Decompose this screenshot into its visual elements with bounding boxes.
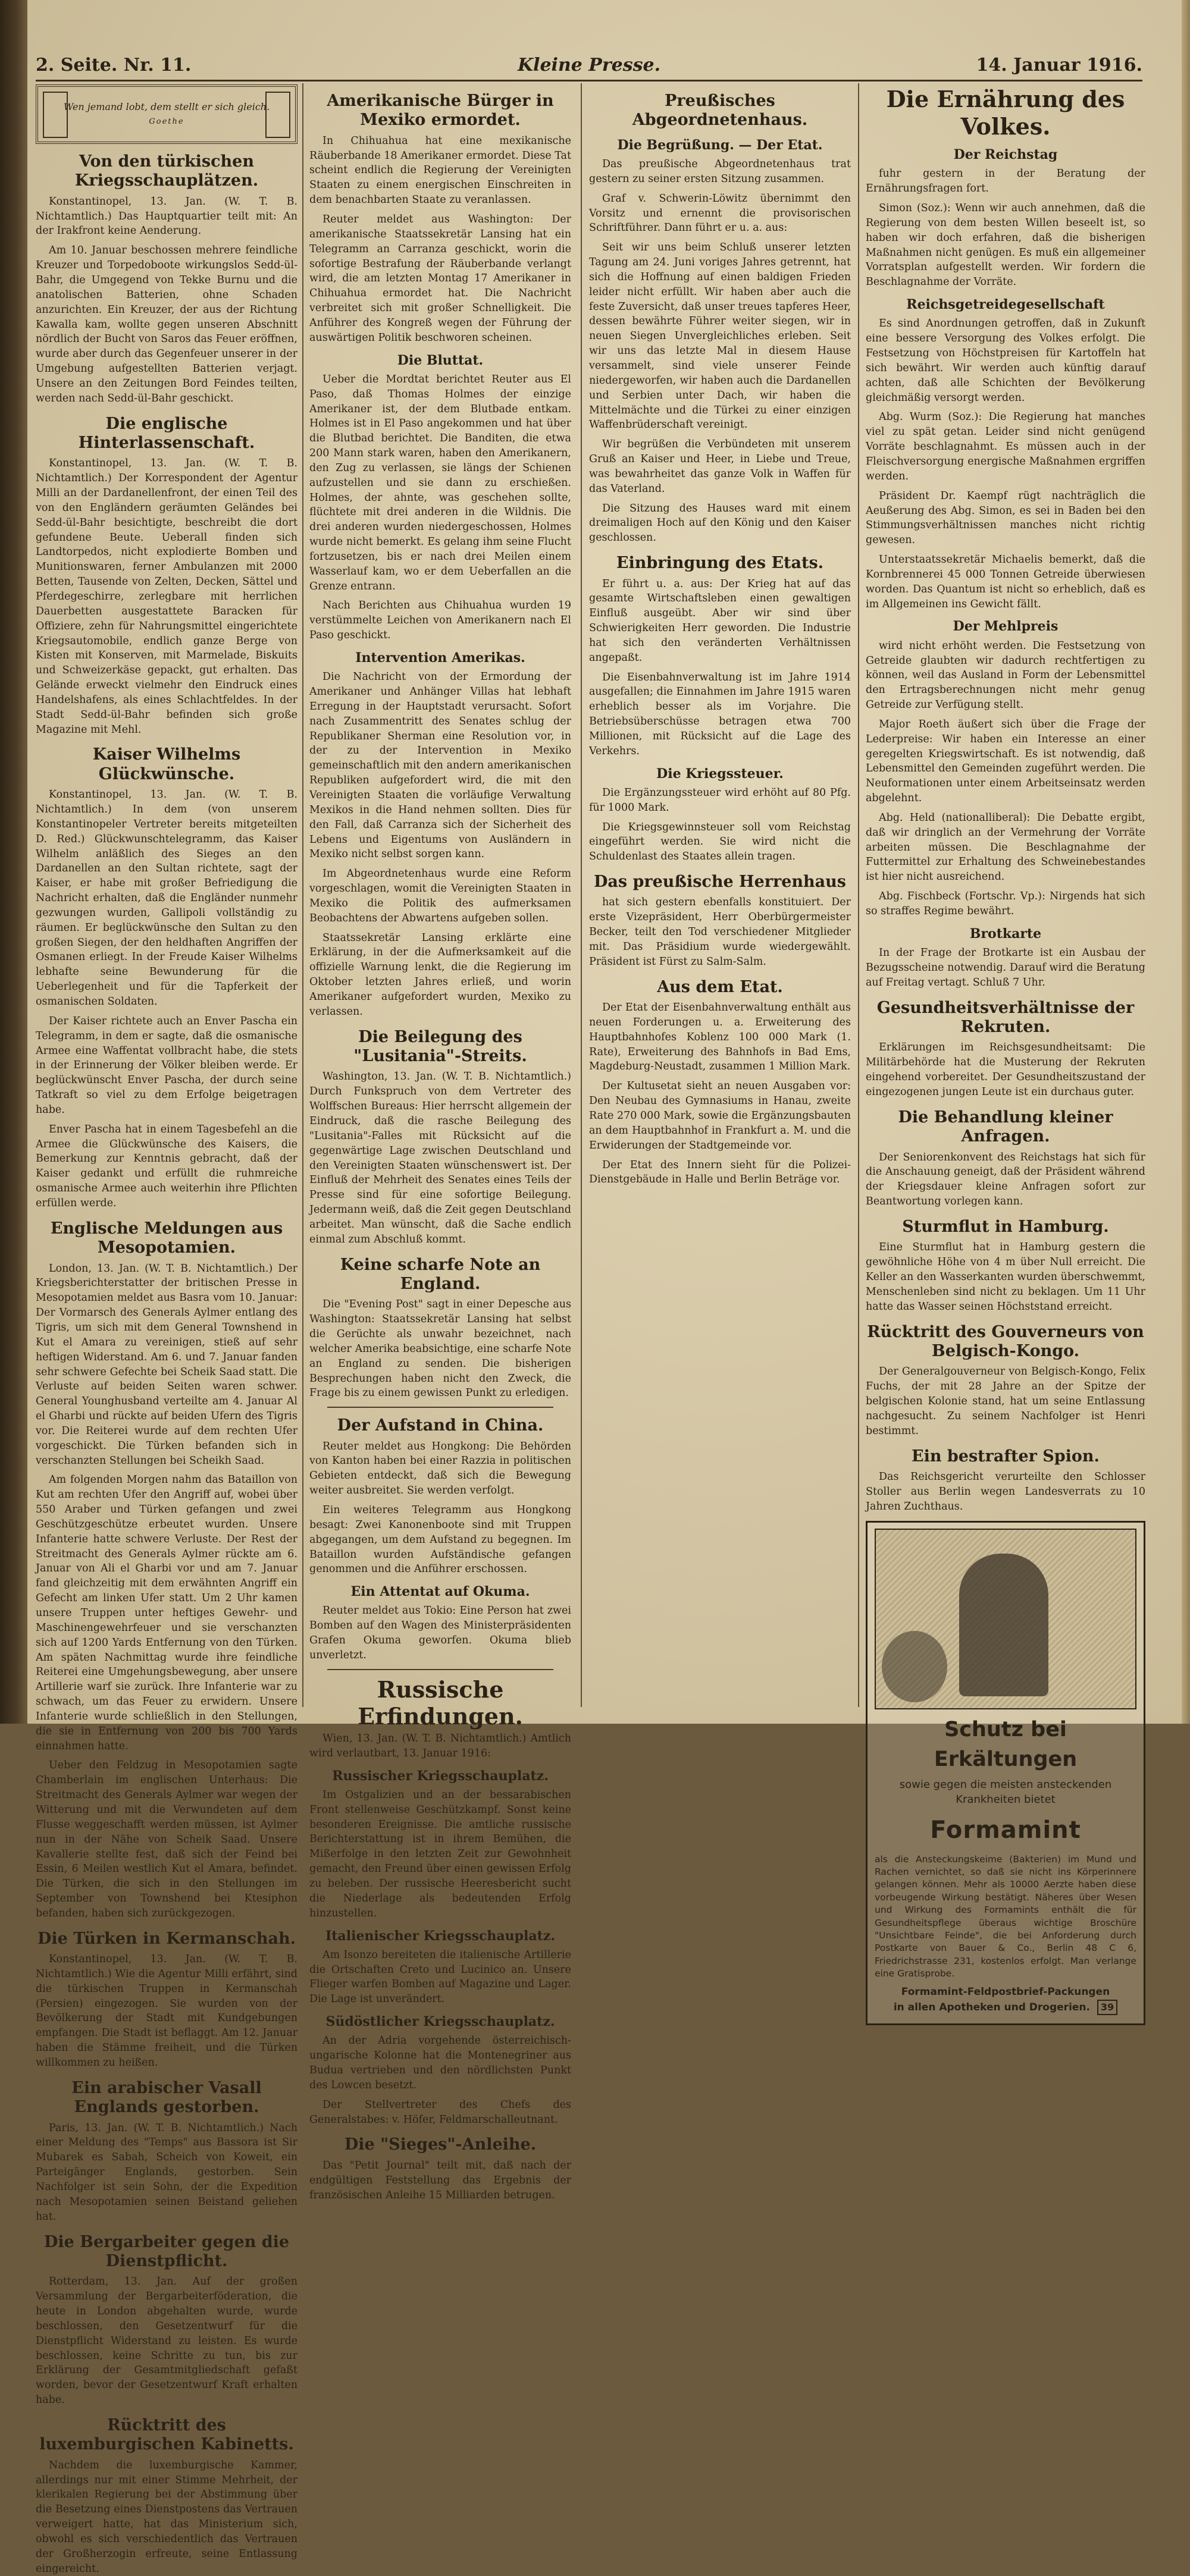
paragraph: Am folgenden Morgen nahm das Bataillon von Kut am rechten Ufer den Angriff auf, wobei über 550 Araber und Türken gefangen und zwei Geschützgeschütze erbeutet wurden. Unsere Infanterie hatte schwere Verluste. Der Rest der Streitmacht des Generals Aylmer rückte am 6. Januar von Ali el Gharbi vor und am 7. Januar fand gleichzeitig mit dem erwähnten Angriff ein Gefecht am linken Ufer statt. Um 2 Uhr kamen unsere Truppen unter heftiges Gewehr- und Maschinengewehrfeuer und sie verschanzten sich auf 1200 Yards Entfernung von den Türken. Am späten Nachmittag wurde ihre feindliche Reiterei eine Umgehungsbewegung, aber unsere Artillerie warf sie zurück. Ihre Infanterie war zu schwach, um das Feuer zu erwidern. Unsere Infanterie wurde schließlich in den Stellungen, die sie in Entfernung von 200 bis 700 Yards einnahmen hatte. bbox=[36, 1474, 298, 1752]
formamint-advertisement bbox=[866, 1521, 1145, 2025]
subheadline: Reichsgetreidegesellschaft bbox=[906, 297, 1105, 313]
subheadline: Italienischer Kriegsschauplatz. bbox=[325, 1928, 555, 1944]
paragraph: Eine Sturmflut hat in Hamburg gestern die gewöhnliche Höhe von 4 m über Null erreicht. Die Keller an den Wasserkanten wurden überschwemmt, Menschenleben sind nicht zu beklagen. Um 11 Uhr hatte das Wasser seinen Höchststand erreicht. bbox=[866, 1241, 1145, 1313]
ad-text: als die Ansteckungskeime (Bakterien) im Mund und Rachen vernichtet, so daß sie nicht ins Körperinnere gelangen können. Mehr als 10000 Aerzte haben diese vorbeugende Wirkung bestätigt. Näheres über Wesen und Wirkung des Formamints enthält die für Gesundheitspflege überaus wichtige Broschüre "Unsichtbare Feinde", die bei Anforderung durch Postkarte von Bauer & Co., Berlin 48 C 6, Friedrichstrasse 231, kostenlos erfolgt. Man verlange eine Gratisprobe. bbox=[875, 1853, 1136, 1979]
paragraph: Ein weiteres Telegramm aus Hongkong besagt: Zwei Kanonenboote sind mit Truppen abgegangen, um dem Aufstand zu begegnen. Im Bataillon wurden Aufständische gefangen genommen und die Anführer erschossen. bbox=[309, 1504, 571, 1576]
ad-footer-line-2: in allen Apotheken und Drogerien. bbox=[893, 2001, 1090, 2013]
paragraph: Die Ergänzungssteuer wird erhöht auf 80 Pfg. für 1000 Mark. bbox=[589, 786, 851, 814]
motto bbox=[64, 101, 270, 127]
column-rule bbox=[581, 83, 582, 1707]
headline: Die Behandlung kleiner Anfragen. bbox=[898, 1107, 1113, 1146]
headline: Ein bestrafter Spion. bbox=[912, 1447, 1100, 1466]
page-edge bbox=[1182, 0, 1190, 1724]
column-2 bbox=[309, 83, 571, 2201]
paragraph: Der Stellvertreter des Chefs des Generalstabes: v. Höfer, Feldmarschalleutnant. bbox=[309, 2098, 571, 2126]
ad-subtitle: sowie gegen die meisten ansteckenden Krankheiten bietet bbox=[899, 1778, 1112, 1806]
motto-text: Wen jemand lobt, dem stellt er sich gleich. bbox=[63, 101, 270, 113]
header-rule bbox=[36, 80, 1142, 81]
headline: Russische Erfindungen. bbox=[358, 1676, 523, 1730]
column-rule bbox=[302, 83, 303, 1707]
paragraph: Das "Petit Journal" teilt mit, daß nach der endgültigen Feststellung das Ergebnis der französischen Anleihe 15 Milliarden betrugen. bbox=[309, 2159, 571, 2201]
headline: Die Bergarbeiter gegen die Dienstpflicht. bbox=[43, 2232, 290, 2270]
headline: Die englische Hinterlassenschaft. bbox=[78, 414, 255, 452]
ornament-right bbox=[265, 92, 290, 138]
subheadline: Die Kriegssteuer. bbox=[656, 765, 784, 782]
paragraph: Konstantinopel, 13. Jan. (W. T. B. Nichtamtlich.) Der Korrespondent der Agentur Milli an der Dardanellenfront, der einen Teil des von den Engländern geräumten Geländes bei Sedd-ül-Bahr besichtigte, beschreibt die dort gefundene Beute. Ueberall finden sich Landtorpedos, nicht explodierte Bomben und Munitionswaren, ferner Ambulanzen mit 2000 Betten, Tausende von Zelten, Decken, Sättel und Pferdegeschirre, zerlegbare mit herrlichen Dauerbetten ausgestattete Baracken für Offiziere, zehn für Nahrungsmittel eingerichtete Kriegsautomobile, endlich ganze Berge von Kisten mit Konserven, mit Marmelade, Biskuits und Schweizerkäse gepackt, gut erhalten. Das Gelände erweckt vielmehr den Eindruck eines Handelshafens, als eines Schlachtfeldes. In der Stadt Sedd-ül-Bahr befinden sich große Magazine mit Mehl. bbox=[36, 457, 298, 736]
paragraph: London, 13. Jan. (W. T. B. Nichtamtlich.) Der Kriegsberichterstatter der britischen Presse in Mesopotamien meldet aus Basra vom 10. Januar: Der Vormarsch des Generals Aylmer entlang des Tigris, um sich mit dem General Townshend in Kut el Amara zu vereinigen, stieß auf sehr heftigen Widerstand. Am 6. und 7. Januar fanden sehr schwere Gefechte bei Scheik Saad statt. Die Verluste auf beiden Seiten waren schwer. General Younghusband verteilte am 4. Januar Al el Gharbi und rückte auf beiden Ufern des Tigris vor. Die Reiterei wurde auf dem rechten Ufer vorgeschickt. Die Türken befanden sich in verschanzten Stellungen bei Scheikh Saad. bbox=[36, 1262, 298, 1467]
subheadline: Russischer Kriegsschauplatz. bbox=[332, 1768, 549, 1784]
headline: Der Aufstand in China. bbox=[337, 1416, 544, 1435]
paragraph: Am 10. Januar beschossen mehrere feindliche Kreuzer und Torpedoboote wirkungslos Sedd-ül-Bahr, die Umgegend von Tekke Burnu und die anatolischen Batterien, ohne Schaden anzurichten. Ein Kreuzer, der aus der Richtung Kawalla kam, wollte gegen unseren Abschnitt nördlich der Bucht von Saros das Feuer eröffnen, wurde aber durch das Gegenfeuer unserer in der Umgebung aufgestellten Batterien verjagt. Unsere an den Zeitungen Bord Feindes teilten, werden nach Sedd-ül-Bahr geschickt. bbox=[36, 244, 298, 404]
headline: Einbringung des Etats. bbox=[616, 554, 824, 573]
masthead: Kleine Presse. bbox=[517, 55, 661, 76]
headline: Das preußische Herrenhaus bbox=[594, 873, 846, 892]
headline: Ein arabischer Vasall Englands gestorben. bbox=[71, 2078, 262, 2117]
headline: Die Ernährung des Volkes. bbox=[886, 86, 1125, 140]
paragraph: Staatssekretär Lansing erklärte eine Erklärung, in der die Aufmerksamkeit auf die offizielle Warnung lenkt, die die Regierung im Oktober letzten Jahres erließ, und worin Amerikaner aufgefordert wurden, Mexiko zu verlassen. bbox=[309, 931, 571, 1018]
paragraph: Die Sitzung des Hauses ward mit einem dreimaligen Hoch auf den König und den Kaiser geschlossen. bbox=[589, 502, 851, 544]
column-4 bbox=[866, 83, 1145, 2013]
paragraph: In der Frage der Brotkarte ist ein Ausbau der Bezugsscheine notwendig. Darauf wird die Beratung auf Freitag vertagt. Schluß 7 Uhr. bbox=[866, 947, 1145, 989]
headline: Sturmflut in Hamburg. bbox=[902, 1217, 1109, 1236]
paragraph: Der Kultusetat sieht an neuen Ausgaben vor: Den Neubau des Gymnasiums in Hanau, zweite Rate 270 000 Mark, sowie die Ergänzungsbauten an dem Hauptbahnhof in Frankfurt a. M. und die Erwiderungen der Stadtgemeinde vor. bbox=[589, 1080, 851, 1151]
issue-date: 14. Januar 1916. bbox=[976, 55, 1142, 76]
headline: Von den türkischen Kriegsschauplätzen. bbox=[74, 152, 259, 190]
headline: Die Beilegung des "Lusitania"-Streits. bbox=[353, 1027, 527, 1066]
paragraph: Graf v. Schwerin-Löwitz übernimmt den Vorsitz und ernennt die provisorischen Schriftführer. Dann führt er u. a. aus: bbox=[589, 192, 851, 234]
ad-code: 39 bbox=[1097, 2000, 1117, 2016]
paragraph: Die Eisenbahnverwaltung ist im Jahre 1914 ausgefallen; die Einnahmen im Jahre 1915 waren erheblich besser als im Vorjahre. Die Betriebsüberschüsse betragen etwa 700 Millionen, mit Rücksicht auf die Lage des Verkehrs. bbox=[589, 671, 851, 757]
column-1 bbox=[36, 83, 298, 2575]
paragraph: Der Generalgouverneur von Belgisch-Kongo, Felix Fuchs, der mit 28 Jahre an der Spitze der belgischen Kolonie stand, hat um seine Entlassung nachgesucht. Zu seinem Nachfolger ist Henri bestimmt. bbox=[866, 1366, 1145, 1437]
paragraph: Abg. Fischbeck (Fortschr. Vp.): Nirgends hat sich so straffes Regime bewährt. bbox=[866, 890, 1145, 918]
paragraph: Nach Berichten aus Chihuahua wurden 19 verstümmelte Leichen von Amerikanern nach El Paso geschickt. bbox=[309, 600, 571, 642]
ad-title: Schutz bei Erkältungen bbox=[934, 1718, 1078, 1772]
paragraph: Der Etat der Eisenbahnverwaltung enthält aus neuen Forderungen u. a. Erweiterung des Hauptbahnhofes Koblenz 100 000 Mark (1. Rate), Erweiterung des Bahnhofs in Bad Ems, Magdeburg-Neustadt, zusammen 1 Million Mark. bbox=[589, 1002, 851, 1073]
ad-brand: Formamint bbox=[930, 1816, 1081, 1844]
motto-author: Goethe bbox=[149, 117, 184, 127]
paragraph: Erklärungen im Reichsgesundheitsamt: Die Militärbehörde hat die Musterung der Rekruten eingehend vorbereitet. Der Gesundheitszustand der eingezogenen jungen Leute ist ein durchaus guter. bbox=[866, 1041, 1145, 1098]
paragraph: Der Seniorenkonvent des Reichstags hat sich für die Anschauung geneigt, daß der Präsident während der Kriegsdauer kleine Anfragen sofort zur Beantwortung vorlegen kann. bbox=[866, 1151, 1145, 1208]
column-3 bbox=[589, 83, 851, 1707]
headline: Die "Sieges"-Anleihe. bbox=[344, 2135, 537, 2154]
paragraph: Unterstaatssekretär Michaelis bemerkt, daß die Kornbrennerei 45 000 Tonnen Getreide überwiesen worden. Das Quantum ist nicht so erheblich, daß es im Allgemeinen ins Gewicht fällt. bbox=[866, 554, 1145, 610]
paragraph: Am Isonzo bereiteten die italienische Artillerie die Ortschaften Creto und Lucinico an. Unsere Flieger warfen Bomben auf Magazine und Lager. Die Lage ist unverändert. bbox=[309, 1949, 571, 2006]
paragraph: Der Kaiser richtete auch an Enver Pascha ein Telegramm, in dem er sagte, daß die osmanische Armee eine Waffentat vollbracht habe, die stets in der Erinnerung der Völker bleiben werde. Er beglückwünscht Enver Pascha, der durch seine Tatkraft so viel zu dem Erfolge beigetragen habe. bbox=[36, 1015, 298, 1116]
paragraph: Rotterdam, 13. Jan. Auf der großen Versammlung der Bergarbeiterföderation, die heute in London abgehalten wurde, wurde beschlossen, den Gesetzentwurf für die Dienstpflicht Widerstand zu leisten. Es wurde beschlossen, keine Schritte zu tun, bis zur Erklärung der Gesamtmitgliedschaft gefaßt worden, bevor der Gesetzentwurf Kraft erhalten habe. bbox=[36, 2276, 298, 2406]
subheadline: Intervention Amerikas. bbox=[355, 650, 525, 666]
advertisement-illustration bbox=[875, 1529, 1136, 1709]
headline: Rücktritt des luxemburgischen Kabinetts. bbox=[39, 2415, 294, 2454]
paragraph: Reuter meldet aus Hongkong: Die Behörden von Kanton haben bei einer Razzia in politischen Gebieten entdeckt, daß sich die Bewegung weiter ausbreitet. Sie werden verfolgt. bbox=[309, 1440, 571, 1497]
paragraph: Major Roeth äußert sich über die Frage der Lederpreise: Wir haben ein Interesse an einer geregelten Kriegswirtschaft. Es ist notwendig, daß Lebensmittel den Gemeinden zugeführt werden. Die Neuformationen unter einem Arbeitseinsatz werden abgelehnt. bbox=[866, 718, 1145, 805]
column-rule bbox=[858, 83, 859, 1707]
separator bbox=[327, 1407, 553, 1408]
paragraph: Abg. Wurm (Soz.): Die Regierung hat manches viel zu spät getan. Leider sind nicht genügend Vorräte beschlagnahmt. Es müssen auch in der Fleischversorgung energische Maßnahmen ergriffen werden. bbox=[866, 411, 1145, 482]
paragraph: Abg. Held (nationalliberal): Die Debatte ergibt, daß wir dringlich an der Vermehrung der Vorräte arbeiten müssen. Die Beschlagnahme der Futtermittel zur Erhaltung des Schweinebestandes ist hier nicht ausreichend. bbox=[866, 811, 1145, 883]
paragraph: Ueber die Mordtat berichtet Reuter aus El Paso, daß Thomas Holmes der einzige Amerikaner ist, der dem Blutbade entkam. Holmes ist in El Paso angekommen und hat über die Blutbad berichtet. Die Banditen, die etwa 200 Mann stark waren, haben den Amerikanern, den Zug zu verlassen, sie längs der Schienen aufzustellen und sie dann zu erschießen. Holmes, der ahnte, was geschehen sollte, flüchtete mit drei anderen in die Wildnis. Die drei anderen wurden niedergeschossen, Holmes wurde nicht bemerkt. Es gelang ihm seine Flucht fortzusetzen, bis er nach drei Meilen einem Wasserlauf kam, wo er dem Ueberfallen an die Grenze entrann. bbox=[309, 373, 571, 592]
headline: Die Türken in Kermanschah. bbox=[37, 1929, 296, 1948]
book-spine bbox=[0, 0, 27, 1724]
subheadline: Der Mehlpreis bbox=[953, 619, 1059, 635]
headline: Englische Meldungen aus Mesopotamien. bbox=[50, 1219, 283, 1257]
paragraph: Der Etat des Innern sieht für die Polizei-Dienstgebäude in Halle und Berlin Beträge vor. bbox=[589, 1159, 851, 1186]
paragraph: Präsident Dr. Kaempf rügt nachträglich die Aeußerung des Abg. Simon, es sei in Baden bei den Stimmungsverhältnissen manches nicht richtig gewesen. bbox=[866, 490, 1145, 547]
illustration-figure bbox=[959, 1554, 1048, 1696]
paragraph: wird nicht erhöht werden. Die Festsetzung von Getreide glaubten wir dadurch rechtfertigen zu können, weil das Ausland in Form der Lebensmittel den Ertragsberechnungen nicht mehr genug Getreide zur Verfügung stellt. bbox=[866, 639, 1145, 711]
subheadline: Die Begrüßung. — Der Etat. bbox=[617, 137, 823, 153]
paragraph: Nachdem die luxemburgische Kammer, allerdings nur mit einer Stimme Mehrheit, der klerikalen Regierung bei der Abstimmung über die Besetzung eines Dienstpostens das Vertrauen verweigert hatte, hat das Ministerium sich, obwohl es sich verschiedentlich das Vertrauen der Großherzogin erfreute, seine Entlassung eingereicht. bbox=[36, 2459, 298, 2575]
paragraph: Reuter meldet aus Washington: Der amerikanische Staatssekretär Lansing hat ein Telegramm an Carranza geschickt, worin die sofortige Bestrafung der Räuberbande verlangt wird, die am letzten Montag 17 Amerikaner in Chihuahua ermordet hat. Die Nachricht verbreitet sich mit großer Schnelligkeit. Die Anführer des Kongreß wegen der Führung der auswärtigen Politik beschworen scheinen. bbox=[309, 214, 571, 344]
paragraph: Simon (Soz.): Wenn wir auch annehmen, daß die Regierung von dem besten Willen beseelt ist, so haben wir doch erfahren, daß die bisherigen Maßnahmen nicht genügen. Es muß ein allgemeiner Vorratsplan aufgestellt werden. Wir fordern die Beschlagnahme der Vorräte. bbox=[866, 202, 1145, 288]
illustration-bush bbox=[882, 1631, 947, 1702]
paragraph: Das Reichsgericht verurteilte den Schlosser Stoller aus Berlin wegen Landesverrats zu 10 Jahren Zuchthaus. bbox=[866, 1470, 1145, 1513]
headline: Kaiser Wilhelms Glückwünsche. bbox=[92, 745, 241, 783]
headline: Keine scharfe Note an England. bbox=[340, 1255, 541, 1293]
paragraph: Das preußische Abgeordnetenhaus trat gestern zu seiner ersten Sitzung zusammen. bbox=[589, 158, 851, 185]
paragraph: In Chihuahua hat eine mexikanische Räuberbande 18 Amerikaner ermordet. Diese Tat scheint endlich die Regierung der Vereinigten Staaten zu einem energischen Einschreiten in dem benachbarten Staate zu veranlassen. bbox=[309, 134, 571, 206]
paragraph: Im Ostgalizien und an der bessarabischen Front stellenweise Geschützkampf. Sonst keine besonderen Ereignisse. Die amtliche russische Berichterstattung ist in ihrem Bemühen, die Mißerfolge in den letzten Zeit zur Gewohnheit gemacht, den Freund über einen gewissen Erfolg zu beleben. Der russische Heeresbericht sucht die Niederlage als bedeutenden Erfolg hinzustellen. bbox=[309, 1789, 571, 1919]
separator bbox=[327, 1669, 553, 1670]
paragraph: Konstantinopel, 13. Jan. (W. T. B. Nichtamtlich.) Wie die Agentur Milli erfährt, sind die türkischen Truppen in Kermanschah (Persien) eingezogen. Sie wurden von der Bevölkerung der Stadt mit Kundgebungen empfangen. Die Stadt ist beflaggt. Am 12. Januar haben die Stämme freiheit, und die Türken willkommen zu heißen. bbox=[36, 1953, 298, 2069]
ornament-left bbox=[43, 92, 68, 138]
page-number: 2. Seite. Nr. 11. bbox=[36, 55, 192, 76]
headline: Amerikanische Bürger in Mexiko ermordet. bbox=[327, 92, 554, 130]
ad-footer bbox=[875, 1985, 1136, 2015]
page-header bbox=[36, 55, 1142, 79]
paragraph: Er führt u. a. aus: Der Krieg hat auf das gesamte Wirtschaftsleben einen gewaltigen Einfluß ausgeübt. Aber wir sind über Schwierigkeiten Herr geworden. Die Industrie hat sich den veränderten Verhältnissen angepaßt. bbox=[589, 578, 851, 664]
subheadline: Der Reichstag bbox=[953, 147, 1058, 163]
headline: Rücktritt des Gouverneurs von Belgisch-Kongo. bbox=[867, 1322, 1144, 1360]
paragraph: Wir begrüßen die Verbündeten mit unserem Gruß an Kaiser und Heer, in Liebe und Treue, was bewahrheitet das ganze Volk in Waffen für das Vaterland. bbox=[589, 438, 851, 495]
paragraph: An der Adria vorgehende österreichisch-ungarische Kolonne hat die Montenegriner aus Budua vertrieben und den nördlichsten Punkt des Lowcen besetzt. bbox=[309, 2035, 571, 2091]
subheadline: Südöstlicher Kriegsschauplatz. bbox=[325, 2014, 555, 2030]
paragraph: Reuter meldet aus Tokio: Eine Person hat zwei Bomben auf den Wagen des Ministerpräsidenten Grafen Okuma geworfen. Okuma blieb unverletzt. bbox=[309, 1605, 571, 1661]
subheadline: Ein Attentat auf Okuma. bbox=[350, 1584, 530, 1600]
paragraph: Enver Pascha hat in einem Tagesbefehl an die Armee die Glückwünsche des Kaisers, die Bemerkung zur Kenntnis gebracht, daß der Kaiser gedankt und erfüllt die ruhmreiche osmanische Armee auch weiterhin ihre Pflichten erfüllen werde. bbox=[36, 1123, 298, 1209]
paragraph: hat sich gestern ebenfalls konstituiert. Der erste Vizepräsident, Herr Oberbürgermeister Becker, teilt den Tod verschiedener Mitglieder mit. Das Präsidium wurde wiedergewählt. Präsident ist Fürst zu Salm-Salm. bbox=[589, 896, 851, 968]
subheadline: Brotkarte bbox=[969, 925, 1042, 942]
paragraph: Die Nachricht von der Ermordung der Amerikaner und Anhänger Villas hat lebhaft Erregung in der Hauptstadt verursacht. Sofort nach Zusammentritt des Senates schlug der Republikaner Sherman eine Resolution vor, in der zu der Intervention in Mexiko gemeinschaftlich mit den andern amerikanischen Republiken aufgefordert wird, die mit den Vereinigten Staaten die vorläufige Verwaltung Mexikos in die Hand nehmen sollten. Dies für den Fall, daß Carranza sich der Sicherheit des Lebens und Eigentums von Ausländern in Mexiko nicht selbst sorgen kann. bbox=[309, 671, 571, 861]
paragraph: Washington, 13. Jan. (W. T. B. Nichtamtlich.) Durch Funkspruch von dem Vertreter des Wolffschen Bureaus: Hier herrscht allgemein der Eindruck, daß die rasche Beilegung des "Lusitania"-Falles mit Rücksicht auf die gegenwärtige Lage zwischen Deutschland und den Vereinigten Staaten wünschenswert ist. Der Einfluß der Mehrheit des Senates eines Teils der Presse sind für eine sofortige Beilegung. Jedermann weiß, daß die Zeit gegen Deutschland arbeitet. Man wünscht, daß die Sache endlich einmal zum Abschluß kommt. bbox=[309, 1071, 571, 1245]
headline: Gesundheitsverhältnisse der Rekruten. bbox=[876, 998, 1135, 1037]
paragraph: Seit wir uns beim Schluß unserer letzten Tagung am 24. Juni voriges Jahres getrennt, hat sich die Hoffnung auf einen baldigen Frieden leider nicht erfüllt. Wir haben aber auch die feste Zuversicht, daß unser treues tapferes Heer, dessen bewährte Führer weiter siegen, wir in neuen Siegen Unvergleichliches erleben. Seit wir uns das letzte Mal in diesem Hause versammelt, sind viele unserer Feinde niedergeworfen, wir haben auch die Dardanellen und Serbien unter Dach, wir haben die Mittelmächte und die Türkei zu einer einzigen Waffenbrüderschaft vereinigt. bbox=[589, 241, 851, 431]
paragraph: Die "Evening Post" sagt in einer Depesche aus Washington: Staatssekretär Lansing hat selbst die Gerüchte als unwahr bezeichnet, nach welcher Amerika beabsichtige, eine scharfe Note an England zu senden. Die bisherigen Besprechungen haben nicht den Zweck, die Frage bis zu einem gewissen Punkt zu erledigen. bbox=[309, 1298, 571, 1400]
paragraph: Paris, 13. Jan. (W. T. B. Nichtamtlich.) Nach einer Meldung des "Temps" aus Bassora ist Sir Mubarek es Sabah, Scheich von Koweit, ein Parteigänger Englands, gestorben. Sein Nachfolger ist sein Sohn, der die Expedition nach Mesopotamien seinen Beistand geliehen hat. bbox=[36, 2122, 298, 2223]
paragraph: Im Abgeordnetenhaus wurde eine Reform vorgeschlagen, womit die Vereinigten Staaten in Mexiko die Politik des aufmerksamen Beobachtens der Abwartens aufgeben sollen. bbox=[309, 868, 571, 924]
paragraph: Die Kriegsgewinnsteuer soll vom Reichstag eingeführt werden. Sie wird nicht die Schuldenlast des Staates allein tragen. bbox=[589, 821, 851, 863]
paragraph: Konstantinopel, 13. Jan. (W. T. B. Nichtamtlich.) Das Hauptquartier teilt mit: An der Irakfront keine Aenderung. bbox=[36, 195, 298, 237]
paragraph: Wien, 13. Jan. (W. T. B. Nichtamtlich.) Amtlich wird verlautbart, 13. Januar 1916: bbox=[309, 1733, 571, 1759]
ad-footer-line-1: Formamint-Feldpostbrief-Packungen bbox=[901, 1986, 1110, 1998]
subheadline: Die Bluttat. bbox=[397, 352, 484, 368]
headline: Aus dem Etat. bbox=[657, 977, 783, 996]
paragraph: Ueber den Feldzug in Mesopotamien sagte Chamberlain im englischen Unterhaus: Die Streitmacht des Generals Aylmer war wegen der Witterung und mit die Verwundeten auf dem Flusse weggeschafft werden müssen, ist Aylmer nun in der Nähe von Scheik Saad. Unsere Kavallerie stellte fest, daß sich der Feind bei Essin, 6 Meilen westlich Kut el Amara, befindet. Die Türken, die sich in den Stellungen im September von Townshend bei Ktesiphon befanden, haben sich zurückgezogen. bbox=[36, 1759, 298, 1919]
paragraph: fuhr gestern in der Beratung der Ernährungsfragen fort. bbox=[866, 168, 1145, 195]
paragraph: Konstantinopel, 13. Jan. (W. T. B. Nichtamtlich.) In dem (von unserem Konstantinopeler Vertreter bereits mitgeteilten D. Red.) Glückwunschtelegramm, das Kaiser Wilhelm anläßlich des Sieges an den Dardanellen an den Sultan richtete, sagt der Kaiser, er habe mit großer Befriedigung die Nachricht erhalten, daß die Engländer nunmehr gezwungen wurden, Gallipoli vollständig zu räumen. Er beglückwünsche den Sultan zu den großen Siegen, der den heldhaften Angriffen der Osmanen erliegt. In der Freude Kaiser Wilhelms lebhafte seine Bewunderung für die Ueberlegenheit und für die Tapferkeit der osmanischen Soldaten. bbox=[36, 789, 298, 1008]
motto-box bbox=[36, 84, 298, 144]
paragraph: Es sind Anordnungen getroffen, daß in Zukunft eine bessere Versorgung des Volkes erfolgt. Die Festsetzung von Höchstpreisen für Kartoffeln hat sich bewährt. Wir werden auch künftig darauf achten, daß alle Schichten der Bevölkerung gleichmäßig versorgt werden. bbox=[866, 318, 1145, 404]
headline: Preußisches Abgeordnetenhaus. bbox=[632, 92, 808, 130]
